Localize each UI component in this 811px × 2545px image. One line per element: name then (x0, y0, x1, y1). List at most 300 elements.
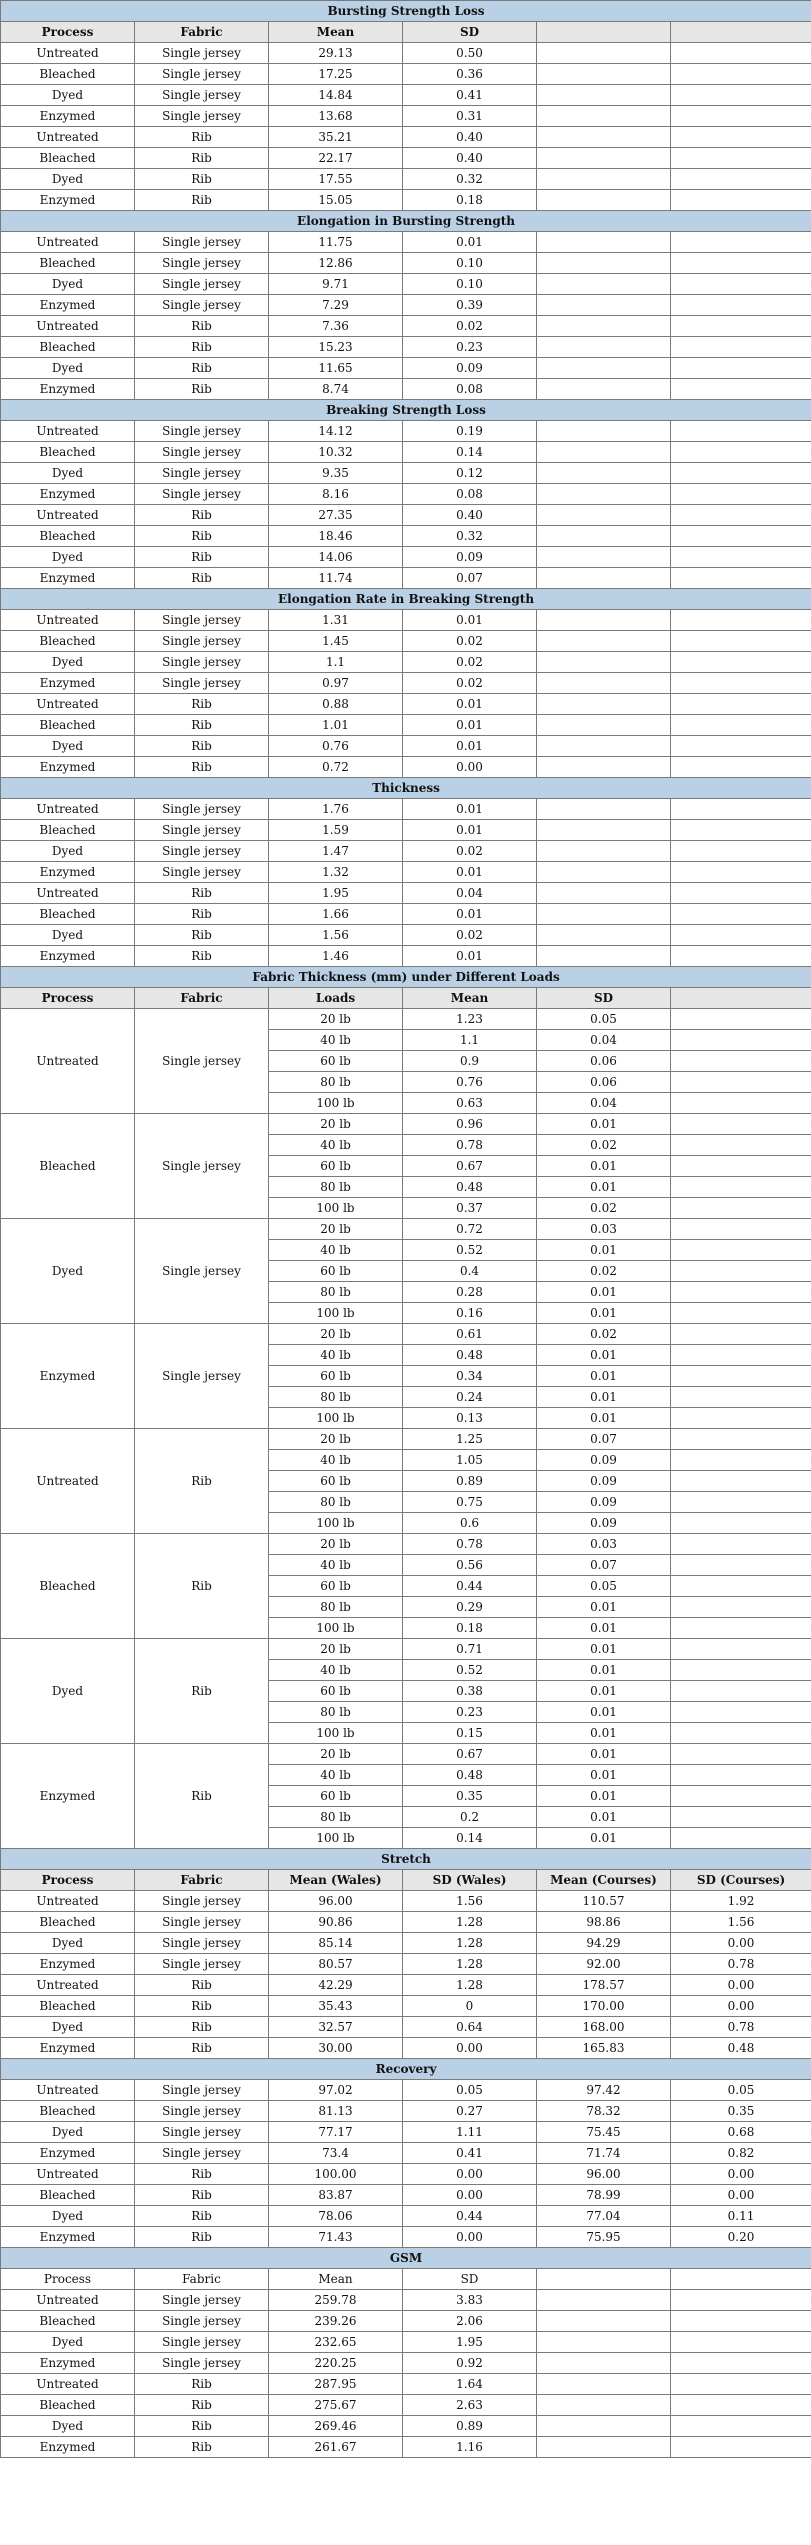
table-cell (537, 127, 671, 148)
table-cell: 0.63 (403, 1093, 537, 1114)
table-cell: 20 lb (269, 1219, 403, 1240)
table-cell: 7.29 (269, 295, 403, 316)
column-header: Mean (269, 22, 403, 43)
table-row (1, 64, 811, 85)
table-cell: 0.01 (403, 799, 537, 820)
table-cell: 287.95 (269, 2374, 403, 2395)
table-cell (671, 820, 811, 841)
table-cell: 0.01 (403, 610, 537, 631)
table-cell: 1.47 (269, 841, 403, 862)
table-cell: 8.16 (269, 484, 403, 505)
table-row (1, 2395, 811, 2416)
table-cell: Dyed (1, 2017, 135, 2038)
table-cell: 3.83 (403, 2290, 537, 2311)
column-header: Process (1, 22, 135, 43)
table-cell: Dyed (1, 463, 135, 484)
table-cell: 100 lb (269, 1618, 403, 1639)
table-cell: Dyed (1, 2122, 135, 2143)
table-cell: 1.23 (403, 1009, 537, 1030)
table-cell: Bleached (1, 526, 135, 547)
table-cell: Bleached (1, 253, 135, 274)
table-cell: Rib (135, 757, 269, 778)
table-cell: Dyed (1, 274, 135, 295)
empty-cell (671, 1555, 811, 1576)
table-row (1, 127, 811, 148)
table-row (1, 2080, 811, 2101)
table-cell: 0.01 (537, 1681, 671, 1702)
empty-cell (671, 1639, 811, 1660)
table-cell: Dyed (1, 547, 135, 568)
table-cell (537, 2374, 671, 2395)
table-cell: 0.00 (403, 2164, 537, 2185)
table-cell: Single jersey (135, 2290, 269, 2311)
table-cell: 0.78 (403, 1534, 537, 1555)
table-cell: 0.01 (537, 1828, 671, 1849)
table-cell: 0.6 (403, 1513, 537, 1534)
table-cell: Rib (135, 316, 269, 337)
table-cell: Untreated (1, 2164, 135, 2185)
table-cell (671, 148, 811, 169)
table-cell: 60 lb (269, 1786, 403, 1807)
table-cell (671, 2332, 811, 2353)
table-cell: 1.16 (403, 2437, 537, 2458)
table-cell: Enzymed (1, 2353, 135, 2374)
table-cell: 0.31 (403, 106, 537, 127)
section-header-row-1 (1, 211, 811, 232)
table-cell: 0.06 (537, 1051, 671, 1072)
table-cell: 1.59 (269, 820, 403, 841)
table-cell (671, 925, 811, 946)
fabric-cell: Single jersey (135, 1009, 269, 1114)
section-header-row-3 (1, 589, 811, 610)
table-cell: 0.02 (537, 1198, 671, 1219)
table-cell (537, 715, 671, 736)
section-header-row-tail1 (1, 2059, 811, 2080)
empty-cell (671, 1408, 811, 1429)
empty-cell (671, 1492, 811, 1513)
table-cell (671, 610, 811, 631)
table-cell: 100 lb (269, 1093, 403, 1114)
table-cell: Single jersey (135, 421, 269, 442)
table-cell: Rib (135, 526, 269, 547)
table-cell: 0.67 (403, 1744, 537, 1765)
table-cell: 0.14 (403, 1828, 537, 1849)
table-row (1, 106, 811, 127)
fabric-cell: Rib (135, 1534, 269, 1639)
table-cell: 13.68 (269, 106, 403, 127)
empty-cell (671, 1450, 811, 1471)
table-cell (537, 925, 671, 946)
column-header: Mean (Courses) (537, 1870, 671, 1891)
table-cell (537, 253, 671, 274)
table-row (1, 337, 811, 358)
section-title: Fabric Thickness (mm) under Different Loads (1, 967, 811, 988)
table-cell: 40 lb (269, 1660, 403, 1681)
table-cell (537, 484, 671, 505)
table-cell: 80 lb (269, 1282, 403, 1303)
empty-cell (671, 1156, 811, 1177)
column-header-row (1, 2269, 811, 2290)
section-title: Thickness (1, 778, 811, 799)
table-cell (537, 85, 671, 106)
table-cell: 1.1 (269, 652, 403, 673)
table-cell: Untreated (1, 610, 135, 631)
table-cell: 0.08 (403, 379, 537, 400)
table-cell (537, 652, 671, 673)
table-cell: 78.06 (269, 2206, 403, 2227)
table-cell (537, 610, 671, 631)
table-cell: 1.32 (269, 862, 403, 883)
table-cell: 0.01 (537, 1156, 671, 1177)
empty-cell (671, 1114, 811, 1135)
table-row (1, 631, 811, 652)
table-cell: Enzymed (1, 757, 135, 778)
table-cell: Dyed (1, 2416, 135, 2437)
table-cell: Rib (135, 190, 269, 211)
table-row (1, 1534, 811, 1555)
table-cell: 0.44 (403, 1576, 537, 1597)
table-cell: 0.12 (403, 463, 537, 484)
table-cell: 1.95 (403, 2332, 537, 2353)
table-cell: 77.04 (537, 2206, 671, 2227)
table-cell (537, 2416, 671, 2437)
table-cell: 0.23 (403, 337, 537, 358)
column-header-row (1, 1870, 811, 1891)
column-header (671, 22, 811, 43)
table-cell: Enzymed (1, 673, 135, 694)
table-row (1, 526, 811, 547)
table-row (1, 148, 811, 169)
table-cell (671, 127, 811, 148)
table-cell: Single jersey (135, 1912, 269, 1933)
table-cell: Untreated (1, 43, 135, 64)
table-cell: 0.01 (537, 1660, 671, 1681)
column-header: SD (537, 988, 671, 1009)
table-cell: 0.34 (403, 1366, 537, 1387)
table-cell: Rib (135, 2038, 269, 2059)
table-cell: Rib (135, 694, 269, 715)
table-row (1, 799, 811, 820)
table-cell: Bleached (1, 2101, 135, 2122)
table-cell: 0.14 (403, 442, 537, 463)
table-cell: 10.32 (269, 442, 403, 463)
table-cell (671, 85, 811, 106)
table-cell: 0.88 (269, 694, 403, 715)
table-cell (537, 43, 671, 64)
table-cell (537, 2353, 671, 2374)
table-cell: 71.43 (269, 2227, 403, 2248)
table-cell: 0.67 (403, 1156, 537, 1177)
table-cell: 0.16 (403, 1303, 537, 1324)
table-cell: Single jersey (135, 106, 269, 127)
table-cell: 0.01 (403, 904, 537, 925)
table-cell (537, 2332, 671, 2353)
fabric-cell: Single jersey (135, 1324, 269, 1429)
table-cell: 0.68 (671, 2122, 811, 2143)
empty-cell (671, 1576, 811, 1597)
table-cell: Single jersey (135, 610, 269, 631)
table-cell: 100 lb (269, 1198, 403, 1219)
table-cell: 80.57 (269, 1954, 403, 1975)
table-row (1, 2227, 811, 2248)
table-cell: Single jersey (135, 652, 269, 673)
empty-cell (671, 1744, 811, 1765)
table-cell: 0.01 (537, 1639, 671, 1660)
table-cell: 20 lb (269, 1534, 403, 1555)
table-cell: Rib (135, 547, 269, 568)
table-cell: Single jersey (135, 2143, 269, 2164)
empty-cell (671, 1198, 811, 1219)
process-cell: Untreated (1, 1009, 135, 1114)
table-cell (671, 358, 811, 379)
table-cell: Single jersey (135, 64, 269, 85)
table-cell: 259.78 (269, 2290, 403, 2311)
table-cell: Rib (135, 2017, 269, 2038)
table-cell: 81.13 (269, 2101, 403, 2122)
table-row (1, 883, 811, 904)
table-cell: 0.40 (403, 127, 537, 148)
table-row (1, 862, 811, 883)
table-cell: Bleached (1, 148, 135, 169)
table-cell (671, 505, 811, 526)
column-header: Loads (269, 988, 403, 1009)
table-cell: 0.78 (403, 1135, 537, 1156)
table-cell: 168.00 (537, 2017, 671, 2038)
table-cell: Bleached (1, 2395, 135, 2416)
table-cell: 0.78 (671, 2017, 811, 2038)
table-row (1, 547, 811, 568)
table-cell: 0.37 (403, 1198, 537, 1219)
process-cell: Bleached (1, 1534, 135, 1639)
table-cell: 0.05 (403, 2080, 537, 2101)
table-cell: 0.09 (403, 547, 537, 568)
table-cell: Single jersey (135, 673, 269, 694)
table-cell: Single jersey (135, 2311, 269, 2332)
table-cell: 27.35 (269, 505, 403, 526)
table-cell (671, 106, 811, 127)
table-cell (671, 190, 811, 211)
table-cell: 1.95 (269, 883, 403, 904)
section-header-row-loads (1, 967, 811, 988)
empty-cell (671, 1345, 811, 1366)
column-header (537, 2269, 671, 2290)
table-cell: Bleached (1, 1996, 135, 2017)
table-cell (537, 862, 671, 883)
table-cell (671, 799, 811, 820)
table-cell: Dyed (1, 925, 135, 946)
empty-cell (671, 1219, 811, 1240)
table-cell: 78.99 (537, 2185, 671, 2206)
empty-cell (671, 1366, 811, 1387)
table-cell: 0.03 (537, 1219, 671, 1240)
table-cell: 0.01 (537, 1240, 671, 1261)
table-cell: 0.35 (671, 2101, 811, 2122)
table-cell (671, 904, 811, 925)
table-cell (537, 946, 671, 967)
table-cell: 77.17 (269, 2122, 403, 2143)
table-cell: Rib (135, 2374, 269, 2395)
table-cell: 1.66 (269, 904, 403, 925)
table-cell: 0.01 (537, 1702, 671, 1723)
column-header: SD (Courses) (671, 1870, 811, 1891)
table-row (1, 421, 811, 442)
table-cell: Bleached (1, 715, 135, 736)
table-cell: 80 lb (269, 1177, 403, 1198)
empty-cell (671, 1471, 811, 1492)
table-cell: 71.74 (537, 2143, 671, 2164)
table-cell: Single jersey (135, 463, 269, 484)
table-cell: Rib (135, 925, 269, 946)
empty-cell (671, 1702, 811, 1723)
section-title: Elongation Rate in Breaking Strength (1, 589, 811, 610)
table-cell: 0.01 (537, 1597, 671, 1618)
column-header-row (1, 22, 811, 43)
table-cell: 0.76 (269, 736, 403, 757)
table-cell: 35.43 (269, 1996, 403, 2017)
table-cell (671, 169, 811, 190)
table-cell: 96.00 (269, 1891, 403, 1912)
table-cell: 1.31 (269, 610, 403, 631)
empty-cell (671, 1177, 811, 1198)
table-cell: 0.92 (403, 2353, 537, 2374)
table-row (1, 841, 811, 862)
table-cell: 0.89 (403, 2416, 537, 2437)
table-cell (671, 946, 811, 967)
table-cell: Rib (135, 337, 269, 358)
table-cell: 60 lb (269, 1576, 403, 1597)
column-header: Process (1, 988, 135, 1009)
table-cell: 0.08 (403, 484, 537, 505)
table-cell (537, 442, 671, 463)
table-cell (671, 2395, 811, 2416)
table-cell: Single jersey (135, 631, 269, 652)
table-row (1, 2038, 811, 2059)
table-cell: 0.00 (671, 1975, 811, 1996)
table-row (1, 274, 811, 295)
table-cell: Rib (135, 736, 269, 757)
table-cell: Untreated (1, 1891, 135, 1912)
table-cell: 1.28 (403, 1975, 537, 1996)
table-cell: 83.87 (269, 2185, 403, 2206)
table-row (1, 694, 811, 715)
section-title: Bursting Strength Loss (1, 1, 811, 22)
table-cell (537, 799, 671, 820)
table-cell: 1.11 (403, 2122, 537, 2143)
table-cell: 80 lb (269, 1597, 403, 1618)
table-cell: Rib (135, 946, 269, 967)
table-cell: 60 lb (269, 1681, 403, 1702)
column-header: Fabric (135, 988, 269, 1009)
empty-cell (671, 1009, 811, 1030)
empty-cell (671, 1030, 811, 1051)
table-cell (537, 505, 671, 526)
table-cell: 0.19 (403, 421, 537, 442)
table-cell: 20 lb (269, 1114, 403, 1135)
table-cell: Dyed (1, 2206, 135, 2227)
table-cell: 100 lb (269, 1828, 403, 1849)
column-header: SD (403, 2269, 537, 2290)
table-cell: 0.97 (269, 673, 403, 694)
table-cell: Rib (135, 568, 269, 589)
table-row (1, 1009, 811, 1030)
table-row (1, 757, 811, 778)
table-row (1, 820, 811, 841)
table-cell: Rib (135, 1975, 269, 1996)
table-cell: 1.1 (403, 1030, 537, 1051)
table-row (1, 2332, 811, 2353)
table-cell (671, 484, 811, 505)
table-cell: 0.09 (537, 1450, 671, 1471)
table-cell: 110.57 (537, 1891, 671, 1912)
process-cell: Enzymed (1, 1324, 135, 1429)
table-cell: 1.56 (403, 1891, 537, 1912)
table-cell: 0.01 (537, 1387, 671, 1408)
table-cell: Untreated (1, 2374, 135, 2395)
table-cell: Single jersey (135, 1954, 269, 1975)
table-cell: 0.01 (403, 694, 537, 715)
table-cell: Enzymed (1, 2143, 135, 2164)
table-cell: Bleached (1, 904, 135, 925)
table-cell: 17.55 (269, 169, 403, 190)
empty-cell (671, 1387, 811, 1408)
fabric-cell: Rib (135, 1429, 269, 1534)
table-cell: Rib (135, 2185, 269, 2206)
table-cell (537, 820, 671, 841)
table-row (1, 358, 811, 379)
table-cell (671, 64, 811, 85)
table-cell: Enzymed (1, 946, 135, 967)
table-cell: 0.01 (537, 1786, 671, 1807)
empty-cell (671, 1429, 811, 1450)
table-cell: Untreated (1, 232, 135, 253)
table-cell: 78.32 (537, 2101, 671, 2122)
table-row (1, 295, 811, 316)
table-cell: 9.71 (269, 274, 403, 295)
empty-cell (671, 1282, 811, 1303)
table-cell: Untreated (1, 694, 135, 715)
table-cell: 0.01 (537, 1744, 671, 1765)
table-cell: 0.72 (403, 1219, 537, 1240)
empty-cell (671, 1261, 811, 1282)
table-cell: 0.00 (671, 2185, 811, 2206)
table-cell: 0.28 (403, 1282, 537, 1303)
table-cell (671, 379, 811, 400)
table-cell: 15.05 (269, 190, 403, 211)
empty-cell (671, 1723, 811, 1744)
table-cell: 20 lb (269, 1639, 403, 1660)
table-cell: 0.18 (403, 190, 537, 211)
table-cell (671, 736, 811, 757)
table-cell: 97.02 (269, 2080, 403, 2101)
table-cell: 100 lb (269, 1513, 403, 1534)
section-title: Breaking Strength Loss (1, 400, 811, 421)
table-cell: 0.52 (403, 1660, 537, 1681)
table-cell: 0.48 (671, 2038, 811, 2059)
table-cell (671, 2353, 811, 2374)
table-cell (537, 2311, 671, 2332)
table-cell: 0.48 (403, 1177, 537, 1198)
table-cell: 0 (403, 1996, 537, 2017)
fabric-cell: Rib (135, 1744, 269, 1849)
table-cell (537, 568, 671, 589)
table-cell: 0.00 (671, 1996, 811, 2017)
table-cell: 100.00 (269, 2164, 403, 2185)
table-cell (537, 526, 671, 547)
table-cell: 1.01 (269, 715, 403, 736)
table-cell: 0.23 (403, 1702, 537, 1723)
table-cell (671, 295, 811, 316)
table-cell: 1.28 (403, 1912, 537, 1933)
